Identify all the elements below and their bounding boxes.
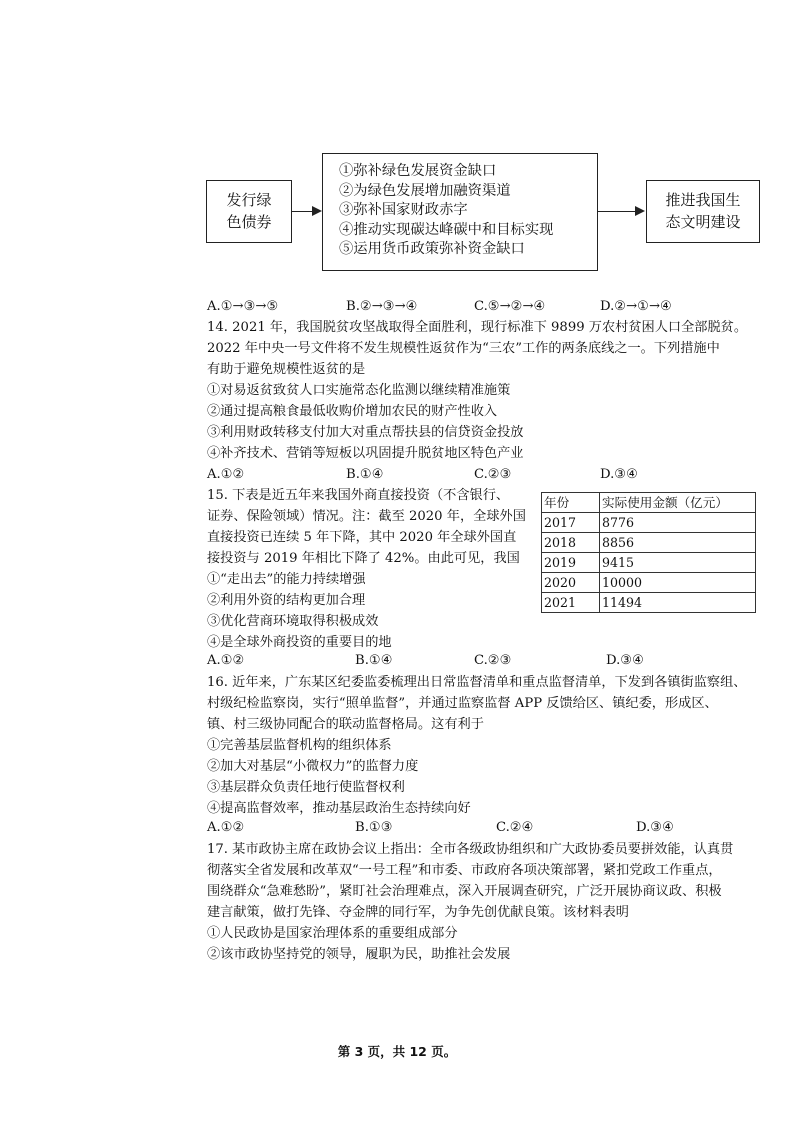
q16-option-c: C.②④: [496, 820, 534, 835]
left-box-line-2: 色债券: [226, 213, 272, 231]
q15-option-c: C.②③: [474, 653, 512, 668]
table-cell-year: 2021: [542, 593, 600, 613]
q16-statement-3: ③基层群众负责任地行使监督权利: [207, 780, 405, 795]
q15-option-a: A.①②: [207, 653, 245, 668]
q15-statement-1: ①“走出去”的能力持续增强: [207, 572, 366, 587]
q17-line-2: 彻落实全省发展和改革双“一号工程”和市委、市政府各项决策部署，紧扣党政工作重点，: [207, 863, 722, 878]
table-header-row: [542, 493, 756, 513]
table-row: [542, 533, 756, 553]
table-cell-year: 2017: [542, 513, 600, 533]
q14-statement-4: ④补齐技术、营销等短板以巩固提升脱贫地区特色产业: [207, 446, 524, 461]
table-header-year: 年份: [542, 493, 600, 513]
q14-line-1: 14. 2021 年，我国脱贫攻坚战取得全面胜利，现行标准下 9899 万农村贫困人口全部脱贫。: [207, 320, 748, 335]
table-row: [542, 513, 756, 533]
q14-option-a: A.①②: [207, 467, 245, 482]
right-box-line-2: 态文明建设: [665, 213, 741, 231]
middle-item-5: ⑤运用货币政策弥补资金缺口: [339, 241, 525, 257]
q13-option-c: C.⑤→②→④: [474, 299, 546, 314]
q16-statement-4: ④提高监督效率，推动基层政治生态持续向好: [207, 801, 471, 816]
q15-statement-3: ③优化营商环境取得积极成效: [207, 614, 379, 629]
q16-option-d: D.③④: [636, 820, 674, 835]
table-cell-year: 2019: [542, 553, 600, 573]
q17-line-3: 围绕群众“急难愁盼”，紧盯社会治理难点，深入开展调查研究，广泛开展协商议政、积极: [207, 884, 722, 899]
q17-line-4: 建言献策，做打先锋、夺金牌的同行军，为争先创优献良策。该材料表明: [207, 905, 629, 920]
q13-option-b: B.②→③→④: [346, 299, 418, 314]
q15-option-d: D.③④: [606, 653, 644, 668]
middle-box: [322, 153, 598, 271]
q14-option-c: C.②③: [474, 467, 512, 482]
table-header-amount: 实际使用金额（亿元）: [600, 493, 756, 513]
table-cell-year: 2018: [542, 533, 600, 553]
arrow-2-line: [598, 211, 635, 212]
q14-statement-1: ①对易返贫致贫人口实施常态化监测以继续精准施策: [207, 383, 511, 398]
q16-statement-2: ②加大对基层“小微权力”的监督力度: [207, 759, 419, 774]
q17-line-1: 17. 某市政协主席在政协会议上指出：全市各级政协组织和广大政协委员要拼效能，认真贯: [207, 842, 734, 857]
q14-option-b: B.①④: [346, 467, 384, 482]
table-row: [542, 573, 756, 593]
q15-option-b: B.①④: [355, 653, 393, 668]
right-box-line-1: 推进我国生: [665, 191, 741, 209]
q14-statement-2: ②通过提高粮食最低收购价增加农民的财产性收入: [207, 404, 498, 419]
table-cell-amount: 10000: [600, 573, 756, 593]
q16-option-b: B.①③: [355, 820, 393, 835]
arrow-1-head: [312, 206, 322, 216]
middle-item-3: ③弥补国家财政赤字: [339, 202, 468, 218]
q14-statement-3: ③利用财政转移支付加大对重点帮扶县的信贷资金投放: [207, 425, 524, 440]
table-cell-amount: 9415: [600, 553, 756, 573]
q17-statement-2: ②该市政协坚持党的领导，履职为民，助推社会发展: [207, 947, 511, 962]
q16-statement-1: ①完善基层监督机构的组织体系: [207, 738, 392, 753]
table-row: [542, 553, 756, 573]
q16-line-2: 村级纪检监察岗，实行“照单监督”，并通过监察监督 APP 反馈给区、镇纪委，形成区、: [207, 696, 718, 711]
table-row: [542, 593, 756, 613]
q15-line-4: 接投资与 2019 年相比下降了 42%。由此可见，我国: [207, 551, 520, 566]
left-box-line-1: 发行绿: [226, 191, 272, 209]
middle-item-2: ②为绿色发展增加融资渠道: [339, 182, 511, 199]
q15-line-3: 直接投资已连续 5 年下降，其中 2020 年全球外国直: [207, 530, 517, 545]
q14-option-d: D.③④: [600, 467, 638, 482]
middle-item-4: ④推动实现碳达峰碳中和目标实现: [339, 221, 554, 238]
q13-option-d: D.②→①→④: [600, 299, 672, 314]
q14-line-3: 有助于避免规模性返贫的是: [207, 362, 366, 377]
q17-statement-1: ①人民政协是国家治理体系的重要组成部分: [207, 926, 458, 941]
left-box: [206, 180, 292, 243]
investment-table: [541, 492, 756, 613]
table-cell-amount: 8776: [600, 513, 756, 533]
table-cell-year: 2020: [542, 573, 600, 593]
middle-item-1: ①弥补绿色发展资金缺口: [339, 163, 497, 179]
arrow-1-line: [292, 211, 312, 212]
q16-line-1: 16. 近年来，广东某区纪委监委梳理出日常监督清单和重点监督清单，下发到各镇街监察组、: [207, 675, 747, 690]
q16-option-a: A.①②: [207, 820, 245, 835]
table-cell-amount: 11494: [600, 593, 756, 613]
q13-option-a: A.①→③→⑤: [207, 299, 279, 314]
page-footer: 第 3 页，共 12 页。: [337, 1044, 457, 1059]
q16-line-3: 镇、村三级协同配合的联动监督格局。这有利于: [207, 717, 484, 732]
table-cell-amount: 8856: [600, 533, 756, 553]
q14-line-2: 2022 年中央一号文件将不发生规模性返贫作为“三农”工作的两条底线之一。下列措施中: [207, 341, 720, 356]
q15-statement-2: ②利用外资的结构更加合理: [207, 593, 366, 608]
right-box: [646, 180, 760, 243]
arrow-2-head: [635, 206, 645, 216]
q15-statement-4: ④是全球外商投资的重要目的地: [207, 635, 392, 650]
q15-line-2: 证券、保险领域）情况。注：截至 2020 年，全球外国: [207, 509, 526, 524]
q15-line-1: 15. 下表是近五年来我国外商直接投资（不含银行、: [207, 488, 510, 503]
